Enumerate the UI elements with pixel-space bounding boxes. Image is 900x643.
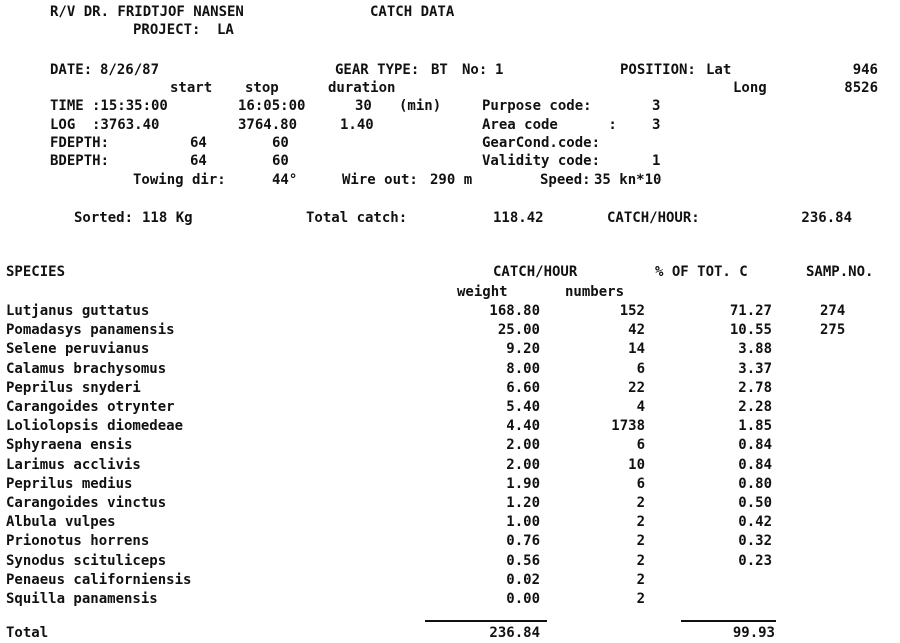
weight-value: 0.56 <box>506 553 540 569</box>
numbers-value: 152 <box>619 303 645 319</box>
bdepth-label: BDEPTH: <box>50 153 110 169</box>
fdepth-start: 64 <box>190 135 207 151</box>
weight-value: 6.60 <box>506 380 540 396</box>
species-name: Penaeus californiensis <box>6 572 192 588</box>
pct-value: 2.78 <box>738 380 772 396</box>
area-code-label: Area code : <box>482 117 617 133</box>
time-stop: 16:05:00 <box>238 98 306 114</box>
species-name: Synodus scituliceps <box>6 553 167 569</box>
species-name: Carangoides vinctus <box>6 495 167 511</box>
long-label: Long <box>733 80 767 96</box>
numbers-value: 1738 <box>611 418 645 434</box>
species-name: Lutjanus guttatus <box>6 303 150 319</box>
pct-value: 0.32 <box>738 533 772 549</box>
fdepth-label: FDEPTH: <box>50 135 110 151</box>
pct-value: 3.37 <box>738 361 772 377</box>
weight-value: 0.00 <box>506 591 540 607</box>
date-label: DATE: <box>50 62 93 78</box>
wire-out-label: Wire out: <box>342 172 418 188</box>
project-value: LA <box>217 22 234 38</box>
lat-label: Lat <box>706 62 732 78</box>
time-duration: 30 <box>355 98 372 114</box>
weight-value: 8.00 <box>506 361 540 377</box>
numbers-value: 2 <box>636 514 645 530</box>
area-code-value: 3 <box>652 117 661 133</box>
numbers-value: 10 <box>628 457 645 473</box>
species-name: Pomadasys panamensis <box>6 322 175 338</box>
weight-value: 168.80 <box>489 303 540 319</box>
weight-value: 0.76 <box>506 533 540 549</box>
samp-no-value: 275 <box>820 322 846 338</box>
numbers-value: 42 <box>628 322 645 338</box>
pct-value: 71.27 <box>729 303 772 319</box>
bdepth-start: 64 <box>190 153 207 169</box>
log-stop: 3764.80 <box>238 117 298 133</box>
purpose-code-label: Purpose code: <box>482 98 592 114</box>
wire-out-value: 290 m <box>430 172 473 188</box>
weight-value: 1.00 <box>506 514 540 530</box>
species-name: Albula vulpes <box>6 514 116 530</box>
total-weight: 236.84 <box>489 625 540 641</box>
numbers-value: 6 <box>636 476 645 492</box>
numbers-value: 2 <box>636 533 645 549</box>
numbers-value: 6 <box>636 361 645 377</box>
gear-type-label: GEAR TYPE: <box>335 62 420 78</box>
pct-value: 0.23 <box>738 553 772 569</box>
numbers-value: 4 <box>636 399 645 415</box>
weight-value: 2.00 <box>506 437 540 453</box>
weight-value: 0.02 <box>506 572 540 588</box>
weight-total-rule <box>425 620 547 622</box>
numbers-value: 2 <box>636 495 645 511</box>
document-title: CATCH DATA <box>370 4 455 20</box>
weight-value: 25.00 <box>497 322 540 338</box>
bdepth-stop: 60 <box>272 153 289 169</box>
weight-value: 9.20 <box>506 341 540 357</box>
species-name: Prionotus horrens <box>6 533 150 549</box>
gear-no-label: No: <box>462 62 488 78</box>
col-species-header: SPECIES <box>6 264 66 280</box>
numbers-value: 2 <box>636 591 645 607</box>
gearcond-code-label: GearCond.code: <box>482 135 601 151</box>
pct-value: 10.55 <box>729 322 772 338</box>
pct-value: 2.28 <box>738 399 772 415</box>
time-label: TIME <box>50 98 84 114</box>
total-catch-label: Total catch: <box>306 210 408 226</box>
towing-dir-label: Towing dir: <box>133 172 226 188</box>
numbers-value: 14 <box>628 341 645 357</box>
fdepth-stop: 60 <box>272 135 289 151</box>
numbers-value: 22 <box>628 380 645 396</box>
long-value: 8526 <box>844 80 878 96</box>
total-pct: 99.93 <box>732 625 775 641</box>
pct-value: 0.84 <box>738 457 772 473</box>
numbers-value: 2 <box>636 553 645 569</box>
pct-value: 0.50 <box>738 495 772 511</box>
pct-value: 0.80 <box>738 476 772 492</box>
validity-code-value: 1 <box>652 153 661 169</box>
lat-value: 946 <box>852 62 878 78</box>
pct-value: 0.84 <box>738 437 772 453</box>
sub-numbers-header: numbers <box>565 284 625 300</box>
speed-value: 35 kn*10 <box>594 172 662 188</box>
sorted-label: Sorted: <box>74 210 134 226</box>
log-label: LOG <box>50 117 76 133</box>
towing-dir-value: 44° <box>272 172 298 188</box>
weight-value: 4.40 <box>506 418 540 434</box>
col-stop-header: stop <box>245 80 279 96</box>
sub-weight-header: weight <box>457 284 508 300</box>
col-samp-header: SAMP.NO. <box>806 264 874 280</box>
species-name: Peprilus medius <box>6 476 133 492</box>
sorted-value: 118 Kg <box>142 210 193 226</box>
total-label: Total <box>6 625 49 641</box>
purpose-code-value: 3 <box>652 98 661 114</box>
pct-value: 1.85 <box>738 418 772 434</box>
weight-value: 2.00 <box>506 457 540 473</box>
weight-value: 1.20 <box>506 495 540 511</box>
catch-per-hour-value: 236.84 <box>801 210 852 226</box>
catch-per-hour-label: CATCH/HOUR: <box>607 210 700 226</box>
pct-value: 3.88 <box>738 341 772 357</box>
time-unit: (min) <box>399 98 442 114</box>
weight-value: 1.90 <box>506 476 540 492</box>
col-pct-header: % OF TOT. C <box>655 264 748 280</box>
species-name: Carangoides otrynter <box>6 399 175 415</box>
weight-value: 5.40 <box>506 399 540 415</box>
date-value: 8/26/87 <box>100 62 160 78</box>
species-name: Peprilus snyderi <box>6 380 141 396</box>
total-catch-value: 118.42 <box>493 210 544 226</box>
pct-value: 0.42 <box>738 514 772 530</box>
speed-label: Speed: <box>540 172 591 188</box>
time-start: :15:35:00 <box>92 98 168 114</box>
position-label: POSITION: <box>620 62 696 78</box>
validity-code-label: Validity code: <box>482 153 601 169</box>
species-name: Calamus brachysomus <box>6 361 167 377</box>
vessel-name: R/V DR. FRIDTJOF NANSEN <box>50 4 244 20</box>
col-start-header: start <box>170 80 213 96</box>
species-name: Squilla panamensis <box>6 591 158 607</box>
project-label: PROJECT: <box>133 22 201 38</box>
pct-total-rule <box>681 620 776 622</box>
species-name: Sphyraena ensis <box>6 437 133 453</box>
col-duration-header: duration <box>328 80 396 96</box>
col-catch-hour-header: CATCH/HOUR <box>493 264 578 280</box>
species-name: Selene peruvianus <box>6 341 150 357</box>
species-name: Loliolopsis diomedeae <box>6 418 184 434</box>
species-name: Larimus acclivis <box>6 457 141 473</box>
numbers-value: 2 <box>636 572 645 588</box>
gear-no-value: 1 <box>495 62 504 78</box>
log-duration: 1.40 <box>340 117 374 133</box>
samp-no-value: 274 <box>820 303 846 319</box>
gear-type-value: BT <box>431 62 448 78</box>
numbers-value: 6 <box>636 437 645 453</box>
log-start: :3763.40 <box>92 117 160 133</box>
